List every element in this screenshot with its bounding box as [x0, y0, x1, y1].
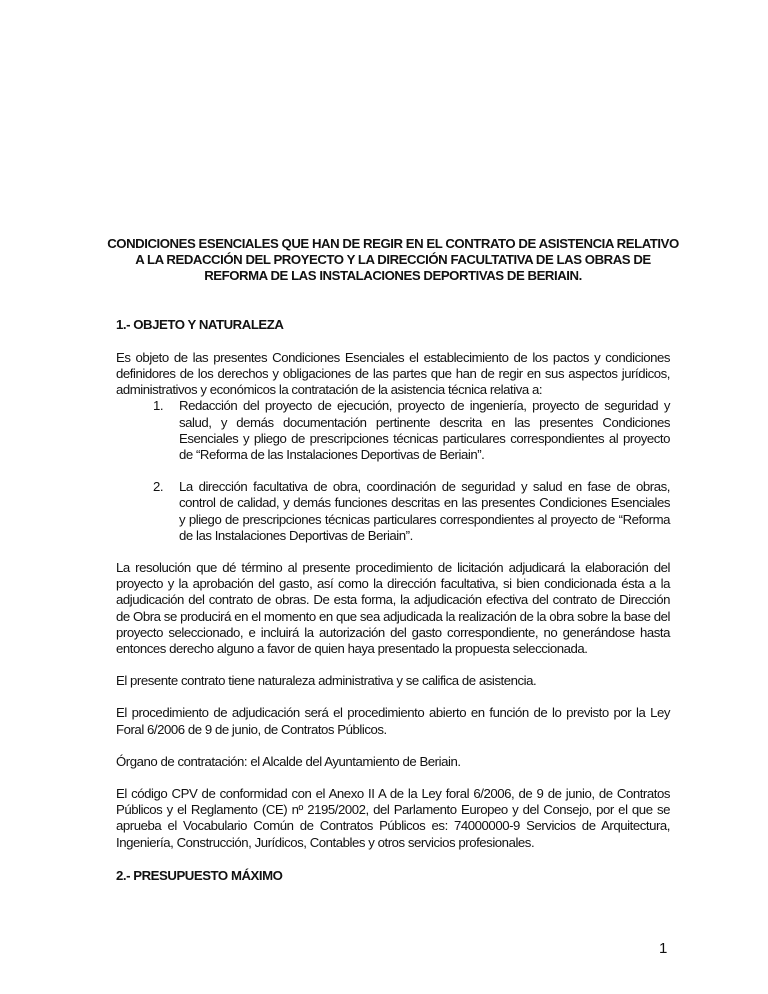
- list-item: [116, 398, 670, 463]
- section-heading-presupuesto: 2.- PRESUPUESTO MÁXIMO: [116, 867, 283, 883]
- list-text: Redacción del proyecto de ejecución, proyecto de ingeniería, proyecto de seguridad y salud, y demás documentación pertinente descrita en las presentes Condiciones Esenciales y pliego de prescripciones técnicas particulares correspondientes al proyecto de “Reforma de las Instalaciones Deportivas de Beriain”.: [179, 398, 670, 463]
- paragraph: La resolución que dé término al presente procedimiento de licitación adjudicará la elaboración del proyecto y la aprobación del gasto, así como la dirección facultativa, si bien condicionada ésta a la adjudicación del contrato de obras. De esta forma, la adjudicación efectiva del contrato de Dirección de Obra se producirá en el momento en que sea adjudicada la realización de la obra sobre la base del proyecto seleccionado, e incluirá la autorización del gasto correspondiente, no generándose hasta entonces derecho alguno a favor de quien haya presentado la propuesta seleccionada.: [116, 560, 670, 657]
- paragraph: El presente contrato tiene naturaleza administrativa y se califica de asistencia.: [116, 673, 537, 689]
- paragraph: El código CPV de conformidad con el Anexo II A de la Ley foral 6/2006, de 9 de junio, de Contratos Públicos y el Reglamento (CE) nº 2195/2002, del Parlamento Europeo y del Consejo, por el que se aprueba el Vocabulario Común de Contratos Públicos es: 74000000-9 Servicios de Arquitectura, Ingeniería, Construcción, Jurídicos, Contables y otros servicios profesionales.: [116, 786, 670, 850]
- list-text: La dirección facultativa de obra, coordinación de seguridad y salud en fase de obras, control de calidad, y demás funciones descritas en las presentes Condiciones Esenciales y pliego de prescripciones técnicas particulares correspondientes al proyecto de “Reforma de las Instalaciones Deportivas de Beriain”.: [179, 479, 670, 543]
- paragraph: El procedimiento de adjudicación será el procedimiento abierto en función de lo previsto por la Ley Foral 6/2006 de 9 de junio, de Contratos Públicos.: [116, 705, 670, 737]
- document-page: [107, 236, 679, 884]
- list-item: [116, 479, 670, 544]
- paragraph: Órgano de contratación: el Alcalde del Ayuntamiento de Beriain.: [116, 753, 461, 769]
- intro-paragraph: Es objeto de las presentes Condiciones Esenciales el establecimiento de los pactos y condiciones definidores de los derechos y obligaciones de las partes que han de regir en sus aspectos jurídicos, administrativos y económicos la contratación de la asistencia técnica relativa a:: [116, 349, 670, 398]
- section-heading-objeto: 1.- OBJETO Y NATURALEZA: [116, 316, 284, 332]
- page-number: 1: [659, 940, 668, 957]
- list-number: 1.: [153, 398, 164, 414]
- list-number: 2.: [153, 479, 164, 495]
- objective-list: [116, 398, 670, 544]
- document-title: CONDICIONES ESENCIALES QUE HAN DE REGIR EN EL CONTRATO DE ASISTENCIA RELATIVO A LA REDACCIÓN DEL PROYECTO Y LA DIRECCIÓN FACULTATIVA DE LAS OBRAS DE REFORMA DE LAS INSTALACIONES DEPORTIVAS DE BERIAIN.: [107, 236, 679, 284]
